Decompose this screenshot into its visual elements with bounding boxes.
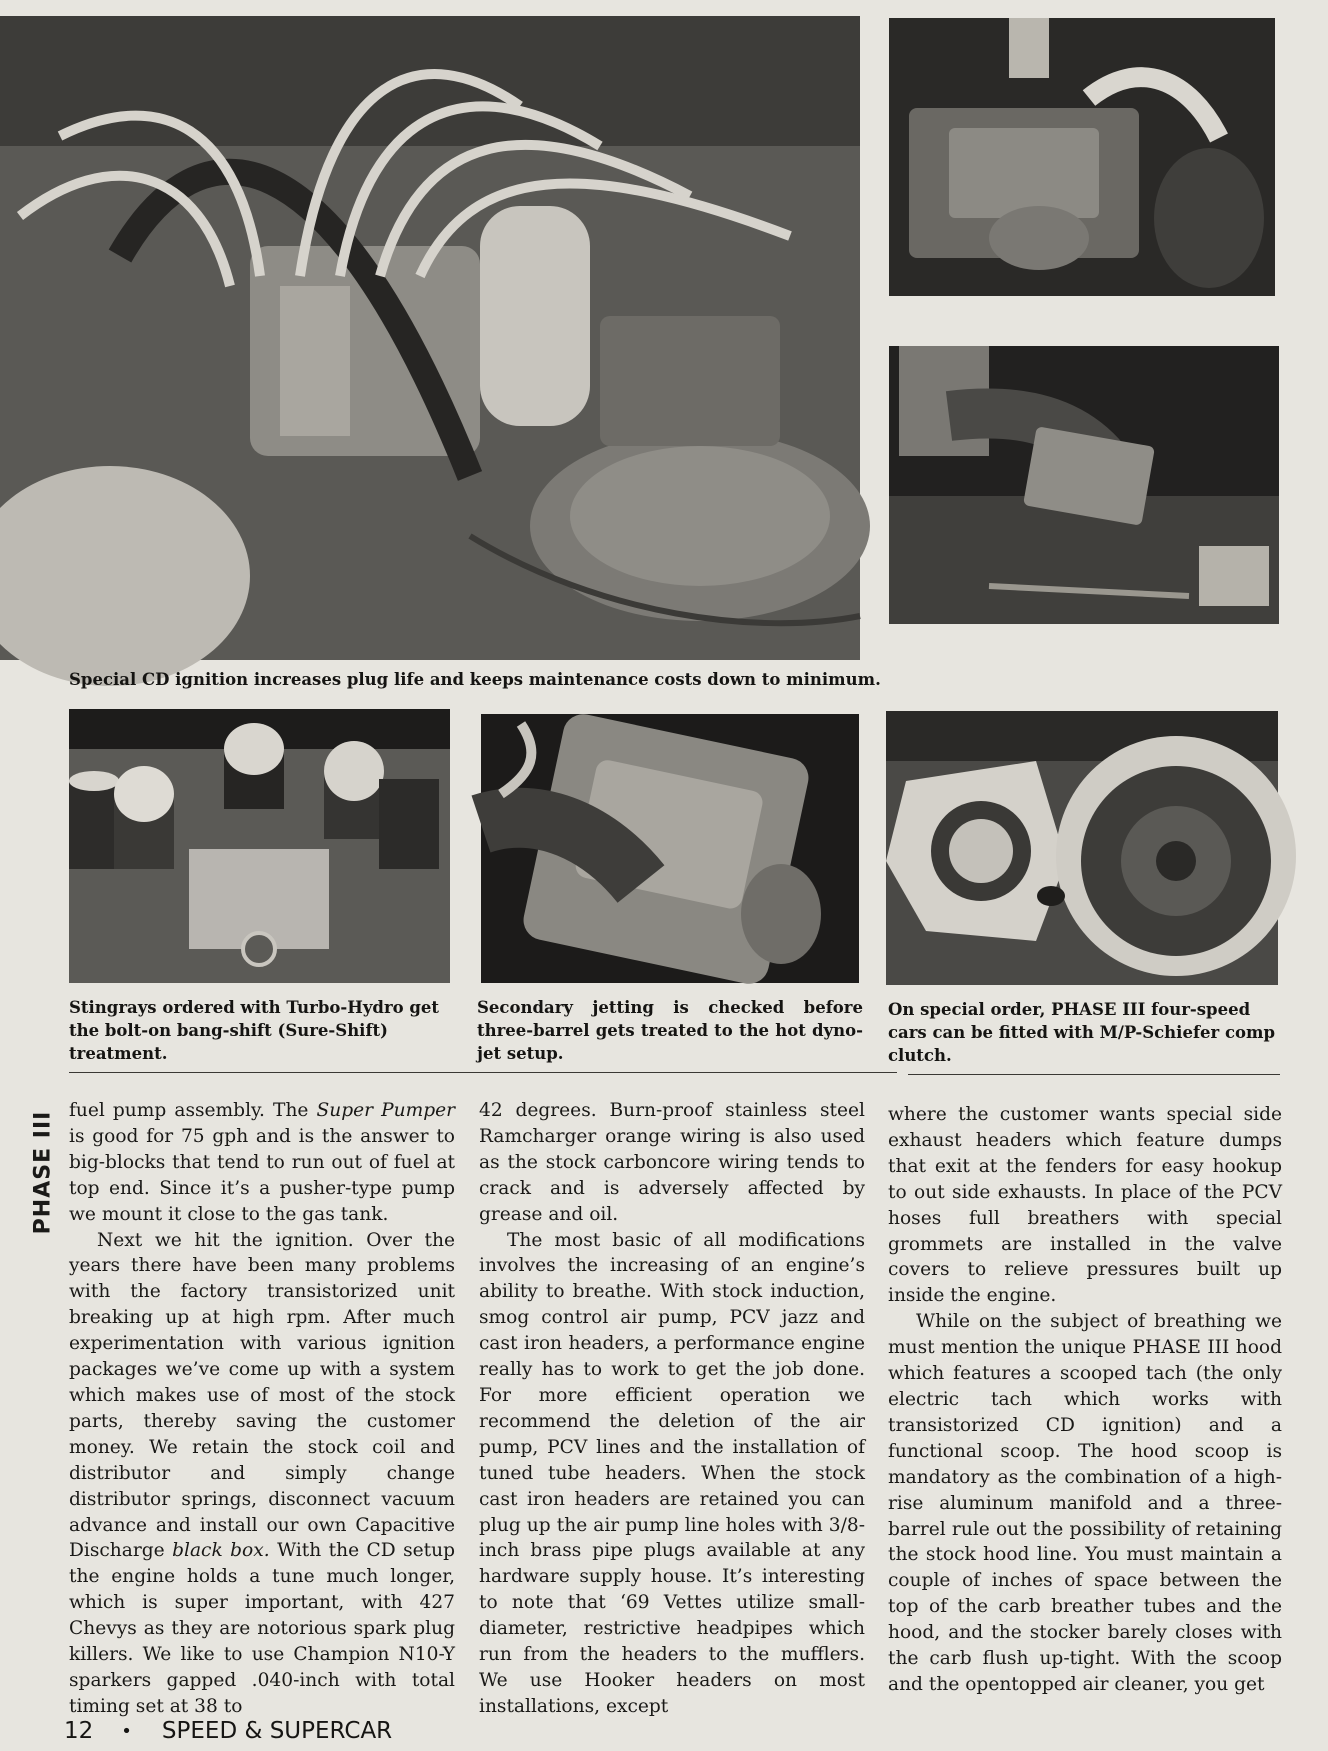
divider-rule-left	[69, 1072, 897, 1073]
jetting-caption: Secondary jetting is checked before three-barrel gets treated to the hot dyno-jet setup.	[477, 998, 863, 1063]
page-footer	[64, 1716, 392, 1746]
magazine-title: SPEED & SUPERCAR	[161, 1718, 393, 1744]
article-column-2	[479, 1098, 865, 1717]
col1-paragraph-2: Next we hit the ignition. Over the years there have been many problems with the factory transistorized unit breaking up at high rpm. After much experimentation with various ignition packages we’ve come up with a system which makes use of most of the stock parts, thereby saving the customer money. We retain the stock coil and distributor and simply change distributor springs, disconnect vacuum advance and install our own Capacitive Discharge black box. With the CD setup the engine holds a tune much longer, which is super important, with 427 Chevys as they are notorious spark plug killers. We like to use Champion N10-Y sparkers gapped .040-inch with total timing set at 38 to	[69, 1229, 455, 1717]
main-photo-caption: Special CD ignition increases plug life and keeps maintenance costs down to minimum.	[69, 670, 881, 689]
turbo-hydro-parts-photo	[69, 709, 450, 983]
article-column-1	[69, 1098, 455, 1717]
clutch-caption: On special order, PHASE III four-speed cars can be fitted with M/P-Schiefer comp clutch.	[888, 1000, 1276, 1065]
section-tab: PHASE III	[30, 1110, 56, 1234]
engine-ignition-photo	[0, 16, 860, 660]
col3-paragraph-1: where the customer wants special side exhaust headers which feature dumps that exit at the fenders for easy hookup to out side exhausts. In place of the PCV hoses full breathers with special grommets are installed in the valve covers to relieve pressures built up inside the engine.	[888, 1104, 1282, 1307]
divider-rule-right	[908, 1074, 1280, 1075]
col3-paragraph-2: While on the subject of breathing we must mention the unique PHASE III hood which features a scooped tach (the only electric tach which works with transistorized CD ignition) and a functional scoop. The hood scoop is mandatory as the combination of a high-rise aluminum manifold and a three-barrel rule out the possibility of retaining the stock hood line. You must maintain a couple of inches of space between the top of the carb breather tubes and the hood, and the stocker barely closes with the carb flush up-tight. With the scoop and the opentopped air cleaner, you get	[888, 1311, 1282, 1695]
col2-paragraph-1: 42 degrees. Burn-proof stainless steel Ramcharger orange wiring is also used as the stock carboncore wiring tends to crack and is adversely affected by grease and oil.	[479, 1100, 865, 1225]
jet-plate-photo	[889, 346, 1279, 624]
turbo-hydro-caption: Stingrays ordered with Turbo-Hydro get the bolt-on bang-shift (Sure-Shift) treatment.	[69, 998, 440, 1063]
clutch-kit-photo	[886, 711, 1278, 985]
page-number: 12	[64, 1718, 94, 1744]
col1-paragraph-1: fuel pump assembly. The Super Pumper is good for 75 gph and is the answer to big-blocks that tend to run out of fuel at top end. Since it’s a pusher-type pump we mount it close to the gas tank.	[69, 1100, 455, 1225]
secondary-jetting-photo	[481, 714, 859, 983]
col2-paragraph-2: The most basic of all modifications involves the increasing of an engine’s ability to breathe. With stock induction, smog control air pump, PCV jazz and cast iron headers, a performance engine really has to work to get the job done. For more efficient operation we recommend the deletion of the air pump, PCV lines and the installation of tuned tube headers. When the stock cast iron headers are retained you can plug up the air pump line holes with 3/8-inch brass pipe plugs available at any hardware supply house. It’s interesting to note that ‘69 Vettes utilize small-diameter, restrictive headpipes which run from the headers to the mufflers. We use Hooker headers on most installations, except	[479, 1229, 865, 1717]
article-column-3	[888, 1102, 1282, 1702]
footer-bullet: •	[121, 1720, 132, 1742]
carburetor-top-photo	[889, 18, 1275, 296]
